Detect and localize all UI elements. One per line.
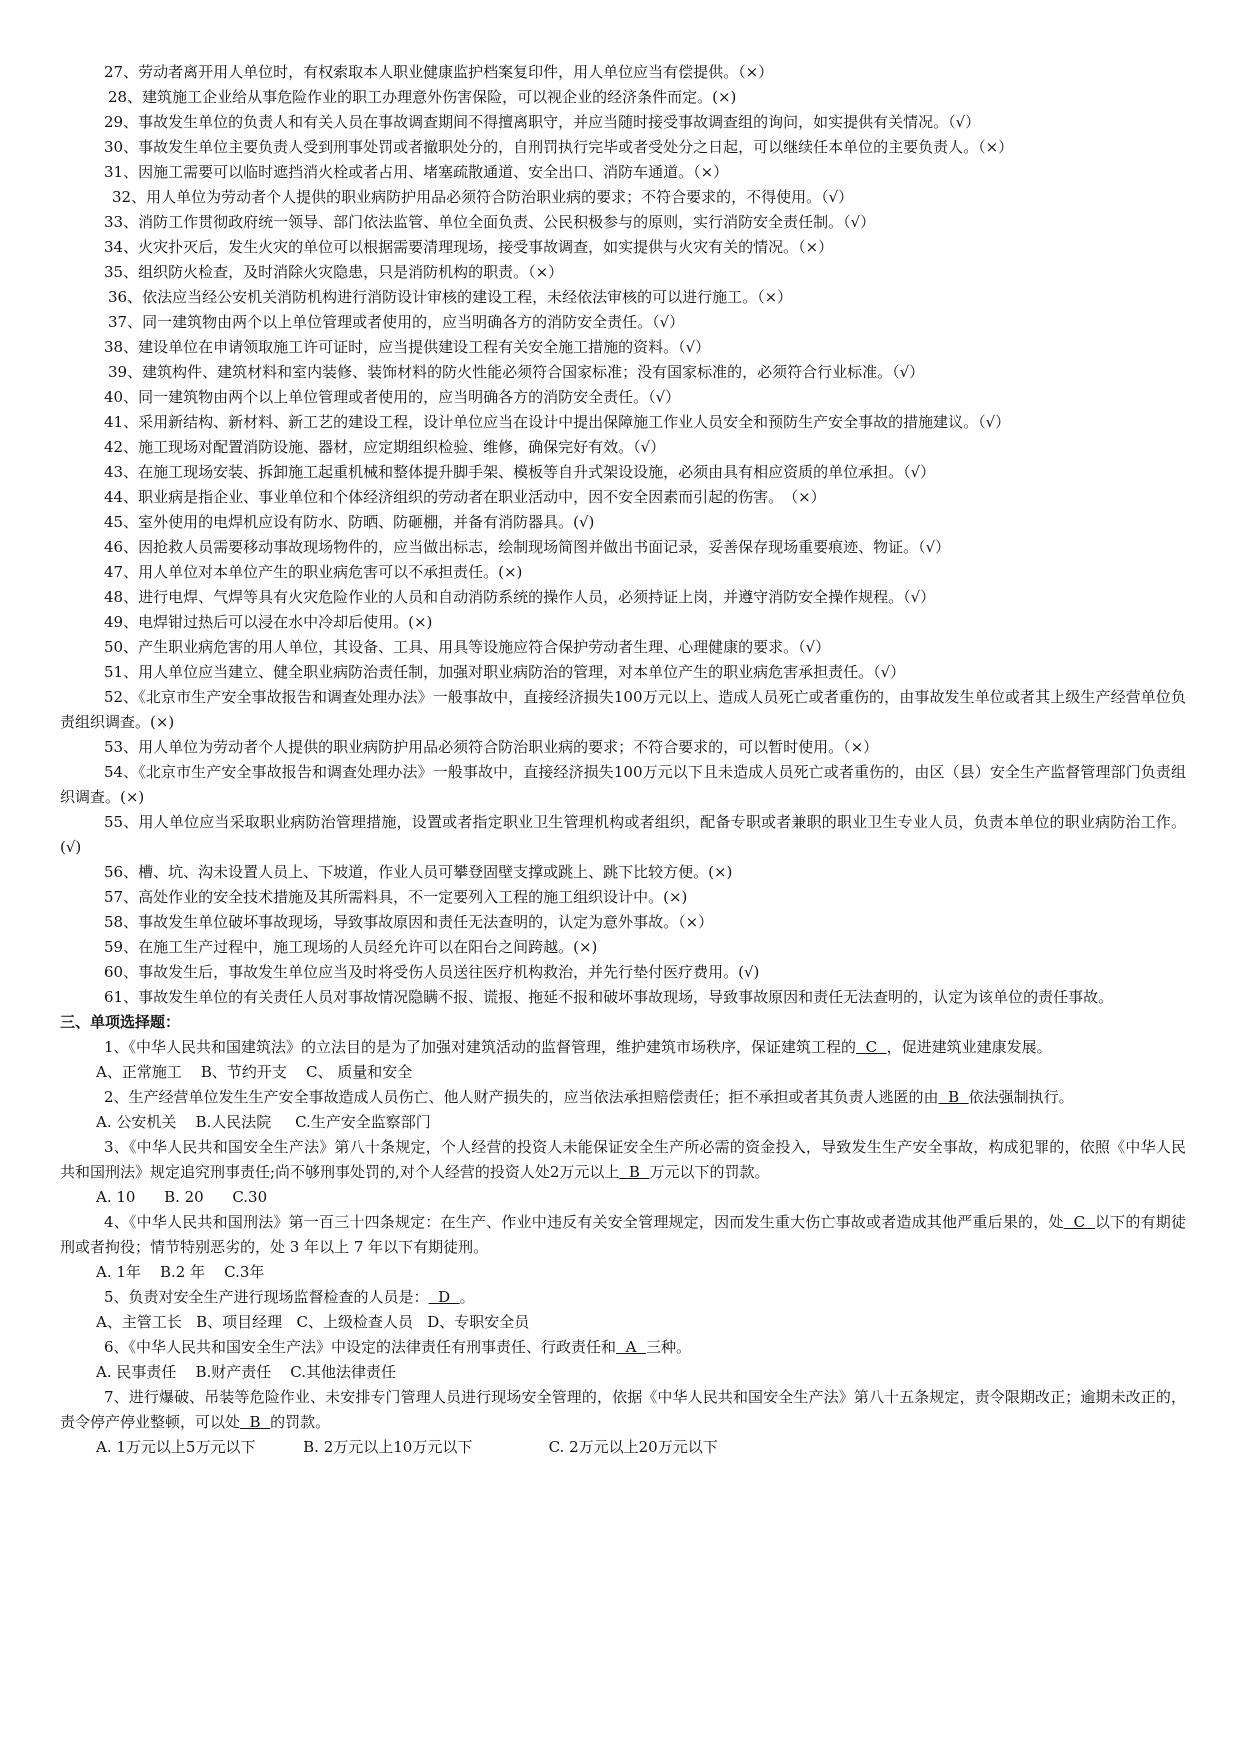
multiple-choice-section: [60, 1035, 1186, 1460]
tf-item: 28、建筑施工企业给从事危险作业的职工办理意外伤害保险，可以视企业的经济条件而定。(×): [108, 88, 737, 106]
tf-item: 51、用人单位应当建立、健全职业病防治责任制，加强对职业病防治的管理，对本单位产生的职业病危害承担责任。（√）: [104, 663, 906, 681]
true-false-list: [60, 60, 1186, 1010]
answer-blank: B: [619, 1163, 650, 1181]
answer-blank: A: [616, 1338, 646, 1356]
tf-item: 46、因抢救人员需要移动事故现场物件的，应当做出标志，绘制现场简图并做出书面记录，妥善保存现场重要痕迹、物证。（√）: [104, 538, 951, 556]
question-4: 4、《中华人民共和国刑法》第一百三十四条规定：在生产、作业中违反有关安全管理规定，因而发生重大伤亡事故或者造成其他严重后果的，处 C 以下的有期徒刑或者拘役；情节特别恶劣的，处 3 年以上 7 年以下有期徒刑。: [60, 1213, 1186, 1256]
question-3-options: A. 10 B. 20 C.30: [96, 1188, 268, 1206]
tf-item: 47、用人单位对本单位产生的职业病危害可以不承担责任。(×): [104, 563, 523, 581]
tf-item: 27、劳动者离开用人单位时，有权索取本人职业健康监护档案复印件，用人单位应当有偿提供。（×）: [104, 63, 774, 81]
tf-item: 58、事故发生单位破坏事故现场，导致事故原因和责任无法查明的，认定为意外事故。（×）: [104, 913, 714, 931]
tf-item: 56、槽、坑、沟未设置人员上、下坡道，作业人员可攀登固壁支撑或跳上、跳下比较方便。(×): [104, 863, 733, 881]
tf-item: 35、组织防火检查，及时消除火灾隐患，只是消防机构的职责。（×）: [104, 263, 564, 281]
tf-item: 57、高处作业的安全技术措施及其所需料具，不一定要列入工程的施工组织设计中。(×): [104, 888, 688, 906]
question-4-options: A. 1年 B.2 年 C.3年: [96, 1263, 265, 1281]
tf-item: 33、消防工作贯彻政府统一领导、部门依法监管、单位全面负责、公民积极参与的原则，实行消防安全责任制。（√）: [104, 213, 876, 231]
tf-item: 50、产生职业病危害的用人单位，其设备、工具、用具等设施应符合保护劳动者生理、心理健康的要求。（√）: [104, 638, 831, 656]
tf-item: 36、依法应当经公安机关消防机构进行消防设计审核的建设工程，未经依法审核的可以进行施工。（×）: [108, 288, 793, 306]
question-5-options: A、主管工长 B、项目经理 C、上级检查人员 D、专职安全员: [96, 1313, 530, 1331]
question-5: 5、负责对安全生产进行现场监督检查的人员是： D 。: [104, 1288, 475, 1306]
tf-item: 55、用人单位应当采取职业病防治管理措施，设置或者指定职业卫生管理机构或者组织，配备专职或者兼职的职业卫生专业人员，负责本单位的职业病防治工作。(√): [60, 813, 1186, 856]
tf-item: 61、事故发生单位的有关责任人员对事故情况隐瞒不报、谎报、拖延不报和破坏事故现场，导致事故原因和责任无法查明的，认定为该单位的责任事故。: [104, 988, 1114, 1006]
tf-item: 32、用人单位为劳动者个人提供的职业病防护用品必须符合防治职业病的要求；不符合要求的，不得使用。（√）: [112, 188, 854, 206]
question-2: 2、生产经营单位发生生产安全事故造成人员伤亡、他人财产损失的，应当依法承担赔偿责任；拒不承担或者其负责人逃匿的由 B 依法强制执行。: [104, 1088, 1074, 1106]
question-1: 1、《中华人民共和国建筑法》的立法目的是为了加强对建筑活动的监督管理，维护建筑市场秩序，保证建筑工程的 C ，促进建筑业建康发展。: [104, 1038, 1052, 1056]
tf-item: 40、同一建筑物由两个以上单位管理或者使用的，应当明确各方的消防安全责任。（√）: [104, 388, 681, 406]
tf-item: 48、进行电焊、气焊等具有火灾危险作业的人员和自动消防系统的操作人员，必须持证上岗，并遵守消防安全操作规程。（√）: [104, 588, 936, 606]
question-7: 7、进行爆破、吊装等危险作业、未安排专门管理人员进行现场安全管理的，依据《中华人民共和国安全生产法》第八十五条规定，责令限期改正；逾期未改正的，责令停产停业整顿，可以处 B 的罚款。: [60, 1388, 1186, 1431]
answer-blank: B: [938, 1088, 969, 1106]
tf-item: 41、采用新结构、新材料、新工艺的建设工程，设计单位应当在设计中提出保障施工作业人员安全和预防生产安全事故的措施建议。（√）: [104, 413, 1011, 431]
tf-item: 59、在施工生产过程中，施工现场的人员经允许可以在阳台之间跨越。(×): [104, 938, 598, 956]
tf-item: 39、建筑构件、建筑材料和室内装修、装饰材料的防火性能必须符合国家标准；没有国家标准的，必须符合行业标准。（√）: [108, 363, 925, 381]
tf-item: 45、室外使用的电焊机应设有防水、防晒、防砸棚，并备有消防器具。(√): [104, 513, 595, 531]
tf-item: 54、《北京市生产安全事故报告和调查处理办法》一般事故中，直接经济损失100万元以下且未造成人员死亡或者重伤的，由区（县）安全生产监督管理部门负责组织调查。(×): [60, 763, 1186, 806]
question-2-options: A. 公安机关 B.人民法院 C.生产安全监察部门: [96, 1113, 431, 1131]
question-7-options: A. 1万元以上5万元以下 B. 2万元以上10万元以下 C. 2万元以上20万元以下: [96, 1438, 718, 1456]
answer-blank: B: [240, 1413, 271, 1431]
question-1-options: A、正常施工 B、节约开支 C、 质量和安全: [96, 1063, 413, 1081]
tf-item: 29、事故发生单位的负责人和有关人员在事故调查期间不得擅离职守，并应当随时接受事故调查组的询问，如实提供有关情况。（√）: [104, 113, 981, 131]
tf-item: 49、电焊钳过热后可以浸在水中冷却后使用。(×): [104, 613, 433, 631]
answer-blank: C: [856, 1038, 887, 1056]
question-3: 3、《中华人民共和国安全生产法》第八十条规定，个人经营的投资人未能保证安全生产所必需的资金投入，导致发生生产安全事故，构成犯罪的，依照《中华人民共和国刑法》规定追究刑事责任;尚不够刑事处罚的,对个人经营的投资人处2万元以上 B 万元以下的罚款。: [60, 1138, 1186, 1181]
answer-blank: D: [428, 1288, 460, 1306]
tf-item: 60、事故发生后，事故发生单位应当及时将受伤人员送往医疗机构救治，并先行垫付医疗费用。(√): [104, 963, 760, 981]
tf-item: 34、火灾扑灭后，发生火灾的单位可以根据需要清理现场，接受事故调查，如实提供与火灾有关的情况。（×）: [104, 238, 834, 256]
tf-item: 43、在施工现场安装、拆卸施工起重机械和整体提升脚手架、模板等自升式架设设施，必须由具有相应资质的单位承担。（√）: [104, 463, 936, 481]
section-heading: 三、单项选择题：: [60, 1013, 181, 1031]
answer-blank: C: [1063, 1213, 1095, 1231]
tf-item: 37、同一建筑物由两个以上单位管理或者使用的，应当明确各方的消防安全责任。（√）: [108, 313, 685, 331]
tf-item: 53、用人单位为劳动者个人提供的职业病防护用品必须符合防治职业病的要求；不符合要求的，可以暂时使用。（×）: [104, 738, 879, 756]
tf-item: 30、事故发生单位主要负责人受到刑事处罚或者撤职处分的，自刑罚执行完毕或者受处分之日起，可以继续任本单位的主要负责人。（×）: [104, 138, 1014, 156]
tf-item: 31、因施工需要可以临时遮挡消火栓或者占用、堵塞疏散通道、安全出口、消防车通道。（×）: [104, 163, 729, 181]
tf-item: 52、《北京市生产安全事故报告和调查处理办法》一般事故中，直接经济损失100万元以上、造成人员死亡或者重伤的，由事故发生单位或者其上级生产经营单位负责组织调查。(×): [60, 688, 1186, 731]
question-6-options: A. 民事责任 B.财产责任 C.其他法律责任: [96, 1363, 397, 1381]
tf-item: 38、建设单位在申请领取施工许可证时，应当提供建设工程有关安全施工措施的资料。（√）: [104, 338, 711, 356]
question-6: 6、《中华人民共和国安全生产法》中设定的法律责任有刑事责任、行政责任和 A 三种。: [104, 1338, 691, 1356]
tf-item: 42、施工现场对配置消防设施、器材，应定期组织检验、维修，确保完好有效。（√）: [104, 438, 666, 456]
tf-item: 44、职业病是指企业、事业单位和个体经济组织的劳动者在职业活动中，因不安全因素而引起的伤害。 （×）: [104, 488, 826, 506]
